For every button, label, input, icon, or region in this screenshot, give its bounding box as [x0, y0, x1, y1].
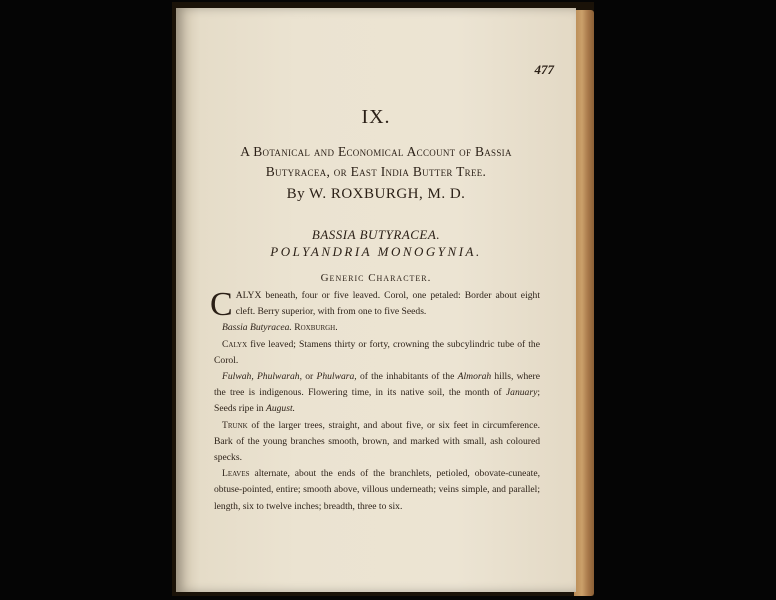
text-fragment: hills, where the tree is indigenous. Flowering time, in its native soil, the month of [214, 371, 541, 399]
paragraph-calyx [210, 286, 540, 323]
generic-character-heading: Generic Character. [320, 272, 432, 284]
paragraph-names [214, 369, 540, 418]
local-name: Fulwah, Phulwarah, [222, 371, 302, 383]
species-name: BASSIA BUTYRACEA. [311, 227, 441, 242]
month-name: August. [265, 403, 296, 415]
paragraph-text: alternate, about the ends of the branchlets, petioled, obovate-cuneate, obtuse-pointed, entire; smooth above, villous underneath; veins simple, and parallel; length, six to twelve inches; breadth, three to six. [214, 468, 540, 512]
page-edges [574, 10, 594, 596]
month-name: January [505, 387, 538, 399]
article-title [196, 142, 556, 182]
book-page [176, 8, 576, 592]
local-name: Phulwara, [316, 371, 357, 383]
term: Calyx [222, 338, 248, 350]
paragraph-text: of the larger trees, straight, and about five, or six feet in circumference. Bark of the young branches smooth, brown, and marked with small, ash coloured specks. [214, 419, 540, 464]
text-fragment: ; Seeds ripe in [214, 387, 540, 415]
synonym-italic: Bassia Butyracea. [222, 322, 292, 334]
title-line-2: Butyracea, or East India Butter Tree. [265, 164, 487, 179]
text-fragment: or [305, 371, 314, 383]
drop-cap: C [210, 286, 233, 323]
section-number: IX. [361, 106, 391, 128]
page-number: 477 [534, 62, 554, 77]
paragraph-synonym [214, 320, 540, 336]
paragraph-leaves [214, 466, 540, 515]
title-line-1: A Botanical and Economical Account of Bassia [240, 144, 512, 159]
paragraph-text: ALYX beneath, four or five leaved. Corol, one petaled: Border about eight cleft. Berry superior, with from one to five Seeds. [235, 290, 540, 318]
class-name: POLYANDRIA MONOGYNIA. [270, 244, 482, 259]
author-line: By W. ROXBURGH, M. D. [286, 186, 466, 202]
paragraph-trunk [214, 418, 540, 467]
paragraph-calyx-detail [214, 337, 540, 369]
place-name: Almorah [457, 371, 492, 383]
term: Trunk [222, 419, 248, 431]
paragraph-text: five leaved; Stamens thirty or forty, crowning the subcylindric tube of the Corol. [214, 338, 540, 366]
synonym-author: Roxburgh. [294, 322, 338, 334]
body-text [210, 286, 541, 515]
term: Leaves [222, 468, 250, 480]
text-fragment: of the inhabitants of the [359, 371, 455, 383]
